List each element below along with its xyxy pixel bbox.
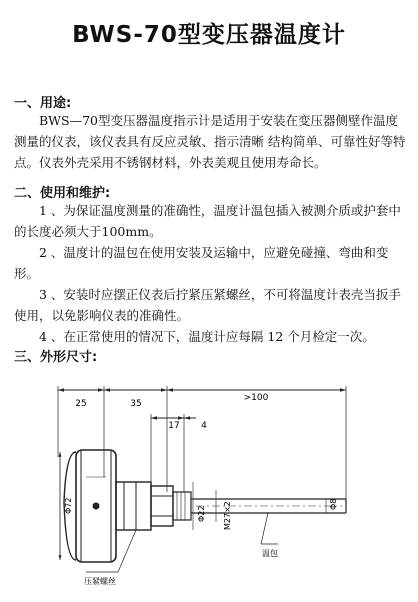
maintenance-item-3: 3 、安装时应摆正仪表后拧紧压紧螺丝，不可将温度计表壳当扳手使用，以免影响仪表的准确性。	[14, 287, 401, 323]
dim-m27-label: M27×2	[223, 501, 232, 530]
section-heading-dimensions: 三、外形尺寸:	[14, 350, 98, 365]
section-heading-usage: 一、用途:	[14, 96, 72, 111]
dim-4-label: 4	[201, 421, 207, 431]
usage-paragraph: BWS—70型变压器温度指示计是适用于安装在变压器侧壁作温度测量的仪表，该仪表具有反应灵敏、指示清晰 结构简单、可靠性好等特点。仪表外壳采用不锈钢材料，外表美观且使用寿命长。	[14, 113, 406, 170]
dim-phi22-label: Φ22	[197, 505, 206, 522]
bulb-label: 温包	[262, 549, 278, 558]
dim-100-label: >100	[243, 393, 269, 403]
dimension-drawing	[56, 382, 396, 600]
dim-35-label: 35	[130, 399, 142, 409]
dim-25-label: 25	[75, 399, 87, 409]
maintenance-item-4: 4 、在正常使用的情况下，温度计应每隔 12 个月检定一次。	[39, 329, 375, 344]
maintenance-item-2: 2 、温度计的温包在使用安装及运输中，应避免碰撞、弯曲和变形。	[14, 245, 389, 281]
screw-label: 压紧螺丝	[84, 577, 116, 586]
dim-17-label: 17	[168, 421, 180, 431]
section-heading-maintenance: 二、使用和维护:	[14, 186, 111, 201]
dim-phi72-label: Φ72	[64, 497, 73, 514]
dim-phi8-label: Φ8	[329, 498, 338, 510]
page-title: BWS-70型变压器温度计	[72, 22, 346, 48]
maintenance-item-1: 1 、为保证温度测量的准确性，温度计温包插入被测介质或护套中的长度必须大于100mm。	[14, 203, 401, 239]
